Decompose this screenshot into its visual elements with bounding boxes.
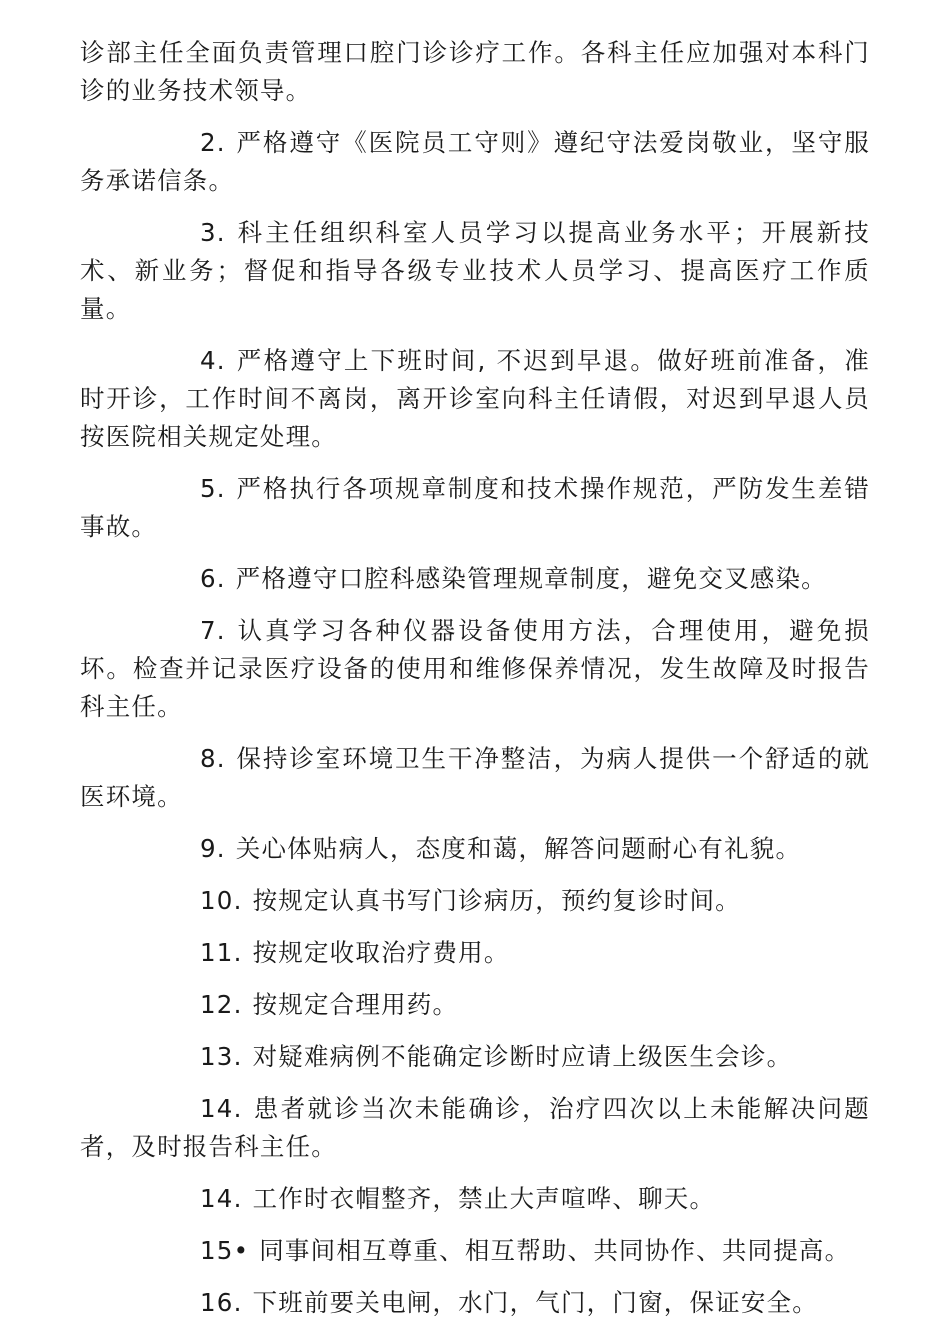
rule-number: 10. <box>200 886 243 915</box>
rule-number: 15• <box>200 1236 250 1265</box>
rule-text: 关心体贴病人，态度和蔼，解答问题耐心有礼貌。 <box>235 834 802 863</box>
rule-item-7 <box>80 612 870 726</box>
rule-item-6 <box>80 560 870 598</box>
rule-text: 工作时衣帽整齐，禁止大声喧哗、聊天。 <box>252 1184 716 1213</box>
rule-number: 3. <box>200 218 226 247</box>
rule-item-14a <box>80 1090 870 1166</box>
rule-item-15 <box>80 1232 870 1270</box>
rule-number: 12. <box>200 990 243 1019</box>
rule-number: 9. <box>200 834 226 863</box>
rule-item-9 <box>80 830 870 868</box>
rule-text: 严格执行各项规章制度和技术操作规范，严防发生差错事故。 <box>80 474 870 541</box>
document-body <box>80 34 870 1336</box>
rule-text: 按规定认真书写门诊病历，预约复诊时间。 <box>252 886 741 915</box>
rule-item-2 <box>80 124 870 200</box>
rule-text: 严格遵守《医院员工守则》遵纪守法爱岗敬业，坚守服务承诺信条。 <box>80 128 870 195</box>
rule-item-11 <box>80 934 870 972</box>
rule-text: 按规定合理用药。 <box>252 990 459 1019</box>
intro-paragraph: 诊部主任全面负责管理口腔门诊诊疗工作。各科主任应加强对本科门诊的业务技术领导。 <box>80 38 870 105</box>
rule-text: 对疑难病例不能确定诊断时应请上级医生会诊。 <box>252 1042 793 1071</box>
rule-text: 保持诊室环境卫生干净整洁，为病人提供一个舒适的就医环境。 <box>80 744 870 811</box>
rule-item-10 <box>80 882 870 920</box>
rule-number: 16. <box>200 1288 243 1317</box>
rule-item-3 <box>80 214 870 328</box>
rule-item-4 <box>80 342 870 456</box>
rule-number: 14. <box>200 1184 243 1213</box>
rule-text: 严格遵守上下班时间, 不迟到早退。做好班前准备，准时开诊，工作时间不离岗，离开诊室向科主任请假，对迟到早退人员按医院相关规定处理。 <box>80 346 870 451</box>
rule-number: 5. <box>200 474 226 503</box>
rule-number: 4. <box>200 346 226 375</box>
rule-number: 8. <box>200 744 226 773</box>
rule-item-8 <box>80 740 870 816</box>
rule-text: 认真学习各种仪器设备使用方法，合理使用，避免损坏。检查并记录医疗设备的使用和维修保养情况，发生故障及时报告科主任。 <box>80 616 870 721</box>
rule-text: 同事间相互尊重、相互帮助、共同协作、共同提高。 <box>259 1236 851 1265</box>
rule-item-14b <box>80 1180 870 1218</box>
rule-text: 患者就诊当次未能确诊，治疗四次以上未能解决问题者，及时报告科主任。 <box>80 1094 870 1161</box>
rule-item-12 <box>80 986 870 1024</box>
rule-number: 13. <box>200 1042 243 1071</box>
rule-number: 6. <box>200 564 226 593</box>
rule-number: 14. <box>200 1094 243 1123</box>
rule-number: 7. <box>200 616 226 645</box>
rule-item-13 <box>80 1038 870 1076</box>
rule-item-16 <box>80 1284 870 1322</box>
rule-text: 科主任组织科室人员学习以提高业务水平；开展新技术、新业务；督促和指导各级专业技术人员学习、提高医疗工作质量。 <box>80 218 870 323</box>
rule-number: 11. <box>200 938 243 967</box>
rule-text: 下班前要关电闸，水门，气门，门窗，保证安全。 <box>252 1288 818 1317</box>
rule-text: 按规定收取治疗费用。 <box>252 938 510 967</box>
rule-number: 2. <box>200 128 226 157</box>
rule-text: 严格遵守口腔科感染管理规章制度，避免交叉感染。 <box>235 564 827 593</box>
rule-item-5 <box>80 470 870 546</box>
